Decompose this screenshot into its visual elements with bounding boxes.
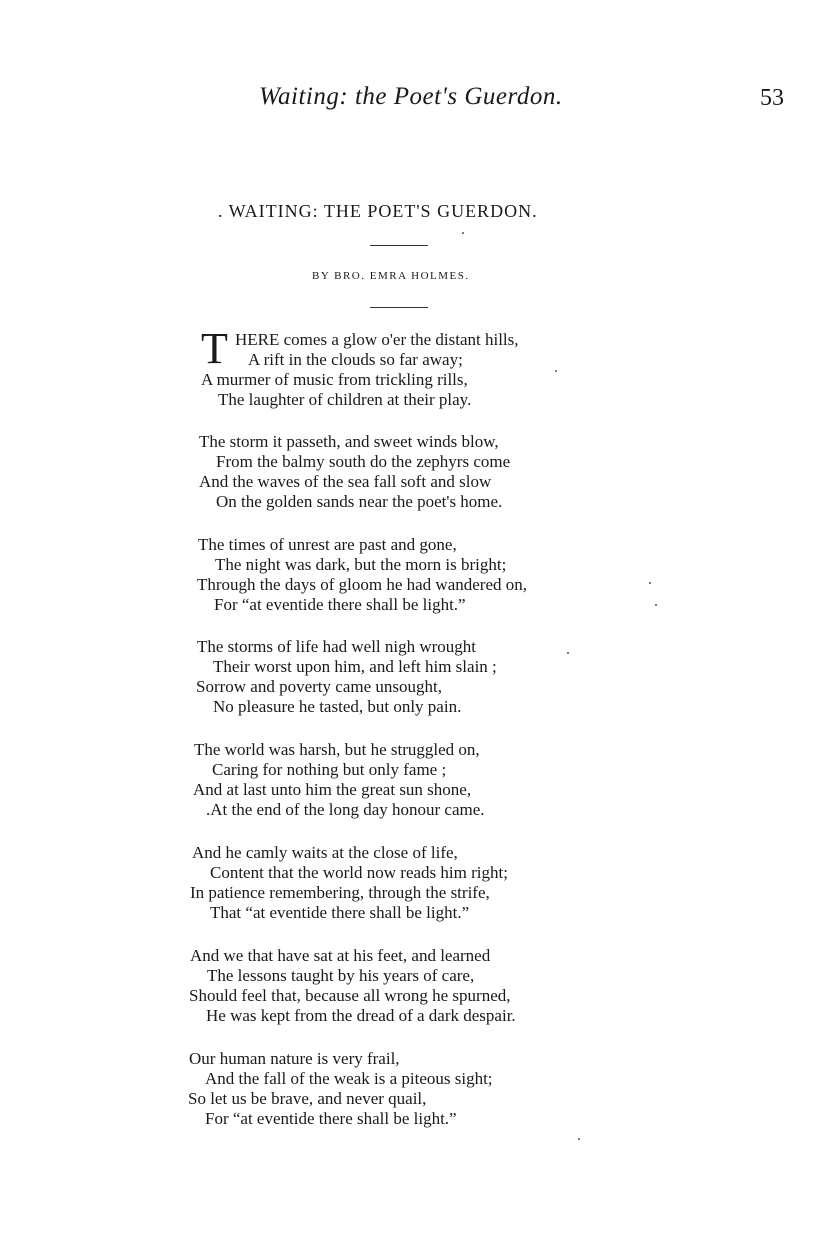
poem-line: Their worst upon him, and left him slain ;	[213, 657, 497, 676]
drop-cap: T	[201, 324, 228, 373]
poem-line: So let us be brave, and never quail,	[188, 1089, 427, 1108]
poem-line: Our human nature is very frail,	[189, 1049, 400, 1068]
byline: BY BRO. EMRA HOLMES.	[312, 270, 470, 282]
print-speck	[462, 232, 464, 234]
poem-line: For “at eventide there shall be light.”	[205, 1109, 457, 1128]
poem-line: Should feel that, because all wrong he spurned,	[189, 986, 511, 1005]
poem-line: The times of unrest are past and gone,	[198, 535, 457, 554]
poem-line: On the golden sands near the poet's home.	[216, 492, 503, 511]
print-speck	[649, 582, 651, 584]
poem-line: The storms of life had well nigh wrought	[197, 637, 477, 656]
poem-line: Content that the world now reads him right;	[210, 863, 508, 882]
poem-line: And the fall of the weak is a piteous sight;	[205, 1069, 493, 1088]
poem-line: HERE comes a glow o'er the distant hills,	[235, 330, 519, 349]
poem-line: A murmer of music from trickling rills,	[201, 370, 468, 389]
print-speck	[567, 652, 569, 654]
poem-line: The laughter of children at their play.	[218, 390, 472, 409]
poem-line: Sorrow and poverty came unsought,	[196, 677, 442, 696]
print-speck	[578, 1138, 580, 1140]
poem-line: .At the end of the long day honour came.	[206, 800, 485, 819]
poem-line: A rift in the clouds so far away;	[248, 350, 463, 369]
poem-line: And at last unto him the great sun shone,	[193, 780, 472, 799]
poem-line: The world was harsh, but he struggled on,	[194, 740, 480, 759]
poem-line: In patience remembering, through the strife,	[190, 883, 490, 902]
poem-line: Caring for nothing but only fame ;	[212, 760, 447, 779]
poem-line: And he camly waits at the close of life,	[192, 843, 458, 862]
poem-line: He was kept from the dread of a dark despair.	[206, 1006, 516, 1025]
poem-title: . WAITING: THE POET'S GUERDON.	[218, 201, 538, 221]
poem-line: And we that have sat at his feet, and learned	[190, 946, 491, 965]
poem-line: For “at eventide there shall be light.”	[214, 595, 466, 614]
print-speck	[655, 604, 657, 606]
poem-line: No pleasure he tasted, but only pain.	[213, 697, 462, 716]
running-head: Waiting: the Poet's Guerdon.	[259, 83, 563, 110]
page-number: 53	[760, 85, 784, 111]
print-speck	[555, 370, 557, 372]
poem-line: From the balmy south do the zephyrs come	[216, 452, 511, 471]
poem-line: That “at eventide there shall be light.”	[210, 903, 470, 922]
poem-line: Through the days of gloom he had wandered on,	[197, 575, 527, 594]
poem-line: The night was dark, but the morn is bright;	[215, 555, 507, 574]
poem-line: The storm it passeth, and sweet winds blow,	[199, 432, 499, 451]
poem-line: The lessons taught by his years of care,	[207, 966, 475, 985]
poem-line: And the waves of the sea fall soft and slow	[199, 472, 492, 491]
